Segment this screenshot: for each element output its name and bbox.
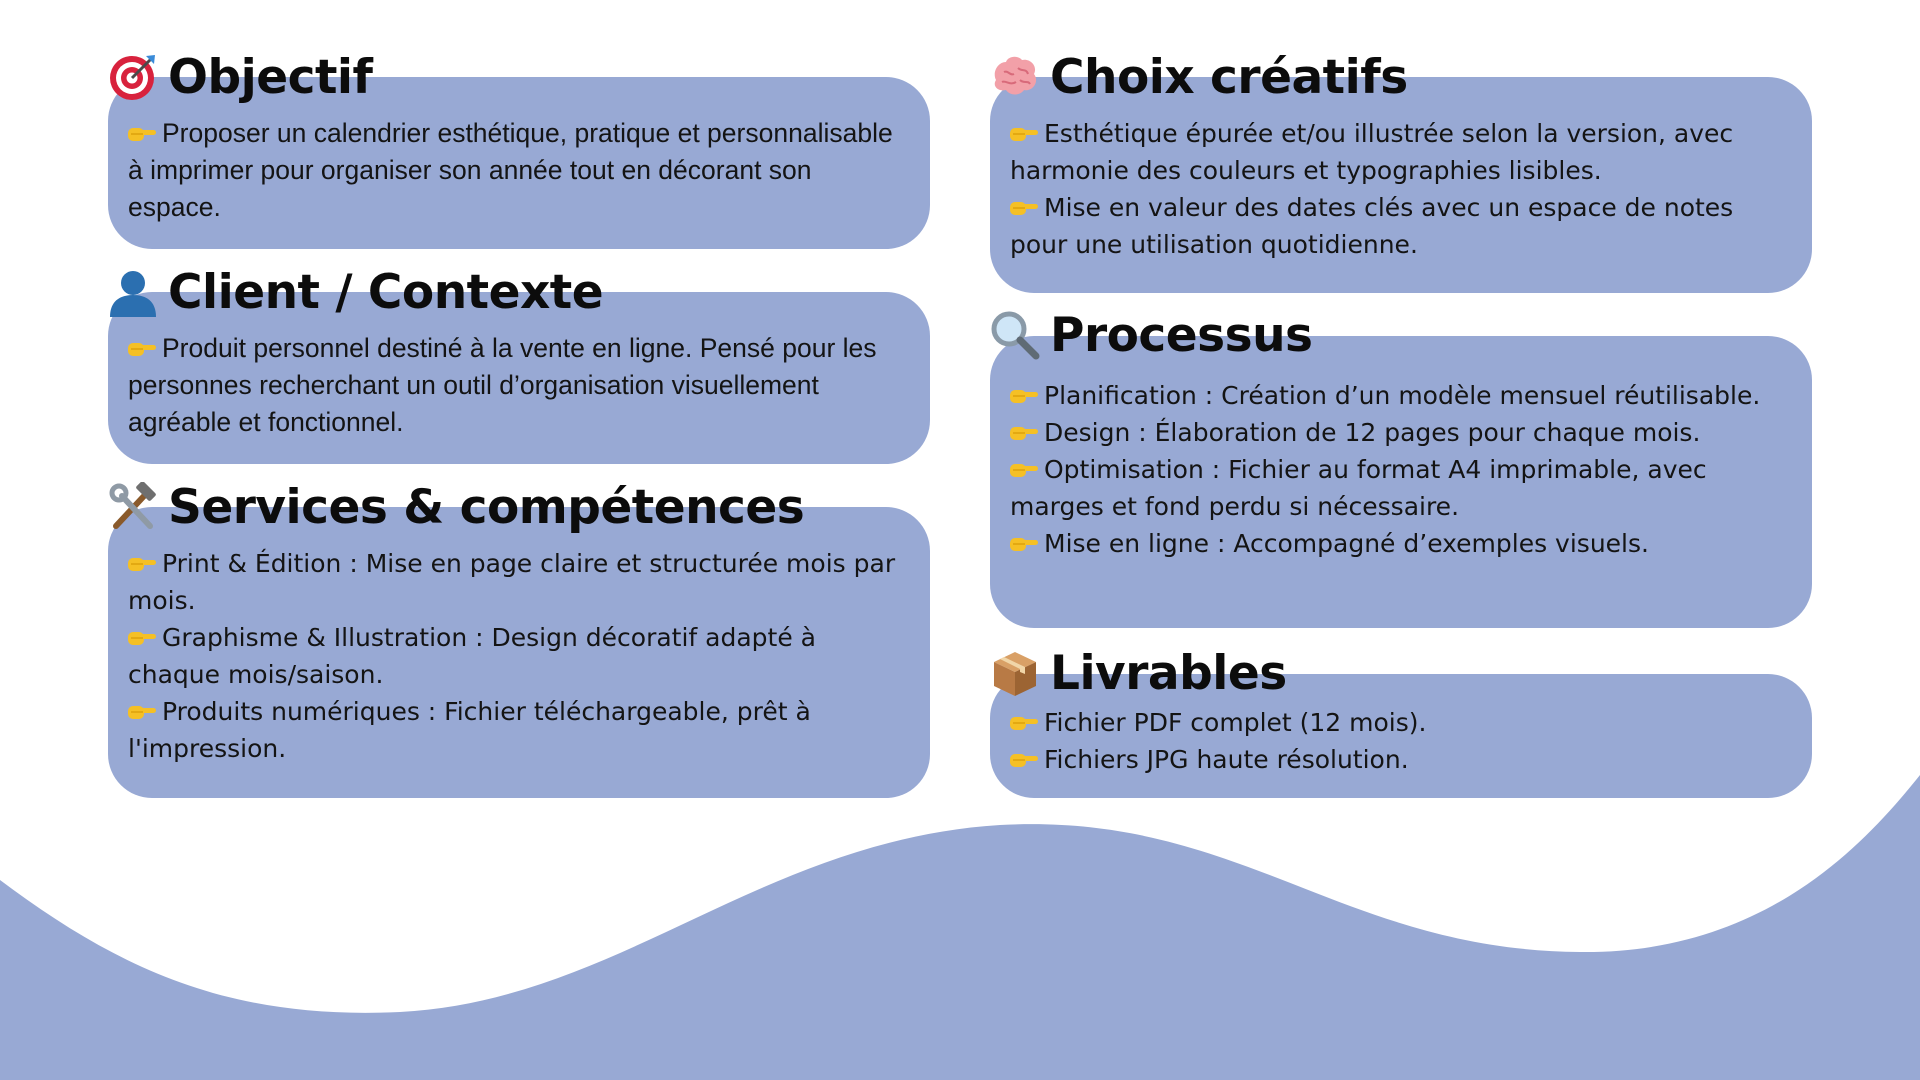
pointing-hand-icon [1010, 713, 1038, 733]
bullet-line: Mise en valeur des dates clés avec un espace de notes pour une utilisation quotidienne. [1010, 193, 1734, 259]
bullet-line: Graphisme & Illustration : Design décoratif adapté à chaque mois/saison. [128, 623, 816, 689]
pointing-hand-icon [1010, 423, 1038, 443]
magnifying-glass-icon [990, 310, 1040, 360]
section-title: Processus [1050, 307, 1313, 363]
bullet-line: Print & Édition : Mise en page claire et structurée mois par mois. [128, 549, 896, 615]
section-card [108, 507, 930, 798]
pointing-hand-icon [128, 702, 156, 722]
section-heading [108, 479, 805, 535]
bullet-line: Proposer un calendrier esthétique, pratique et personnalisable à imprimer pour organiser son année tout en décorant son espace. [128, 118, 893, 222]
target-icon [108, 52, 158, 102]
pointing-hand-icon [1010, 198, 1038, 218]
bullet-line: Planification : Création d’un modèle mensuel réutilisable. [1010, 377, 1792, 414]
section-title: Client / Contexte [168, 264, 604, 320]
bullet-line: Produit personnel destiné à la vente en ligne. Pensé pour les personnes recherchant un outil d’organisation visuellement agréable et fonctionnel. [128, 333, 877, 437]
section-card [990, 336, 1812, 628]
section-title: Objectif [168, 49, 373, 105]
bullet-line: Fichiers JPG haute résolution. [1010, 741, 1792, 778]
section-title: Services & compétences [168, 479, 805, 535]
pointing-hand-icon [128, 554, 156, 574]
pointing-hand-icon [1010, 534, 1038, 554]
section-heading [990, 307, 1313, 363]
pointing-hand-icon [1010, 750, 1038, 770]
section-title: Choix créatifs [1050, 49, 1408, 105]
bullet-line: Mise en ligne : Accompagné d’exemples visuels. [1010, 525, 1792, 562]
section-card [990, 77, 1812, 293]
pointing-hand-icon [1010, 460, 1038, 480]
bullet-line: Design : Élaboration de 12 pages pour chaque mois. [1010, 414, 1792, 451]
bullet-line: Optimisation : Fichier au format A4 imprimable, avec marges et fond perdu si nécessaire. [1010, 455, 1707, 521]
brain-icon [990, 52, 1040, 102]
section-heading [990, 645, 1287, 701]
hammer-wrench-icon [108, 482, 158, 532]
package-icon [990, 648, 1040, 698]
bullet-line: Esthétique épurée et/ou illustrée selon la version, avec harmonie des couleurs et typographies lisibles. [1010, 119, 1734, 185]
pointing-hand-icon [128, 339, 156, 359]
pointing-hand-icon [1010, 124, 1038, 144]
pointing-hand-icon [1010, 386, 1038, 406]
pointing-hand-icon [128, 628, 156, 648]
pointing-hand-icon [128, 124, 156, 144]
section-title: Livrables [1050, 645, 1287, 701]
bullet-line: Fichier PDF complet (12 mois). [1010, 704, 1792, 741]
bullet-line: Produits numériques : Fichier téléchargeable, prêt à l'impression. [128, 697, 811, 763]
section-heading [108, 264, 604, 320]
section-heading [108, 49, 373, 105]
person-silhouette-icon [108, 267, 158, 317]
section-heading [990, 49, 1408, 105]
